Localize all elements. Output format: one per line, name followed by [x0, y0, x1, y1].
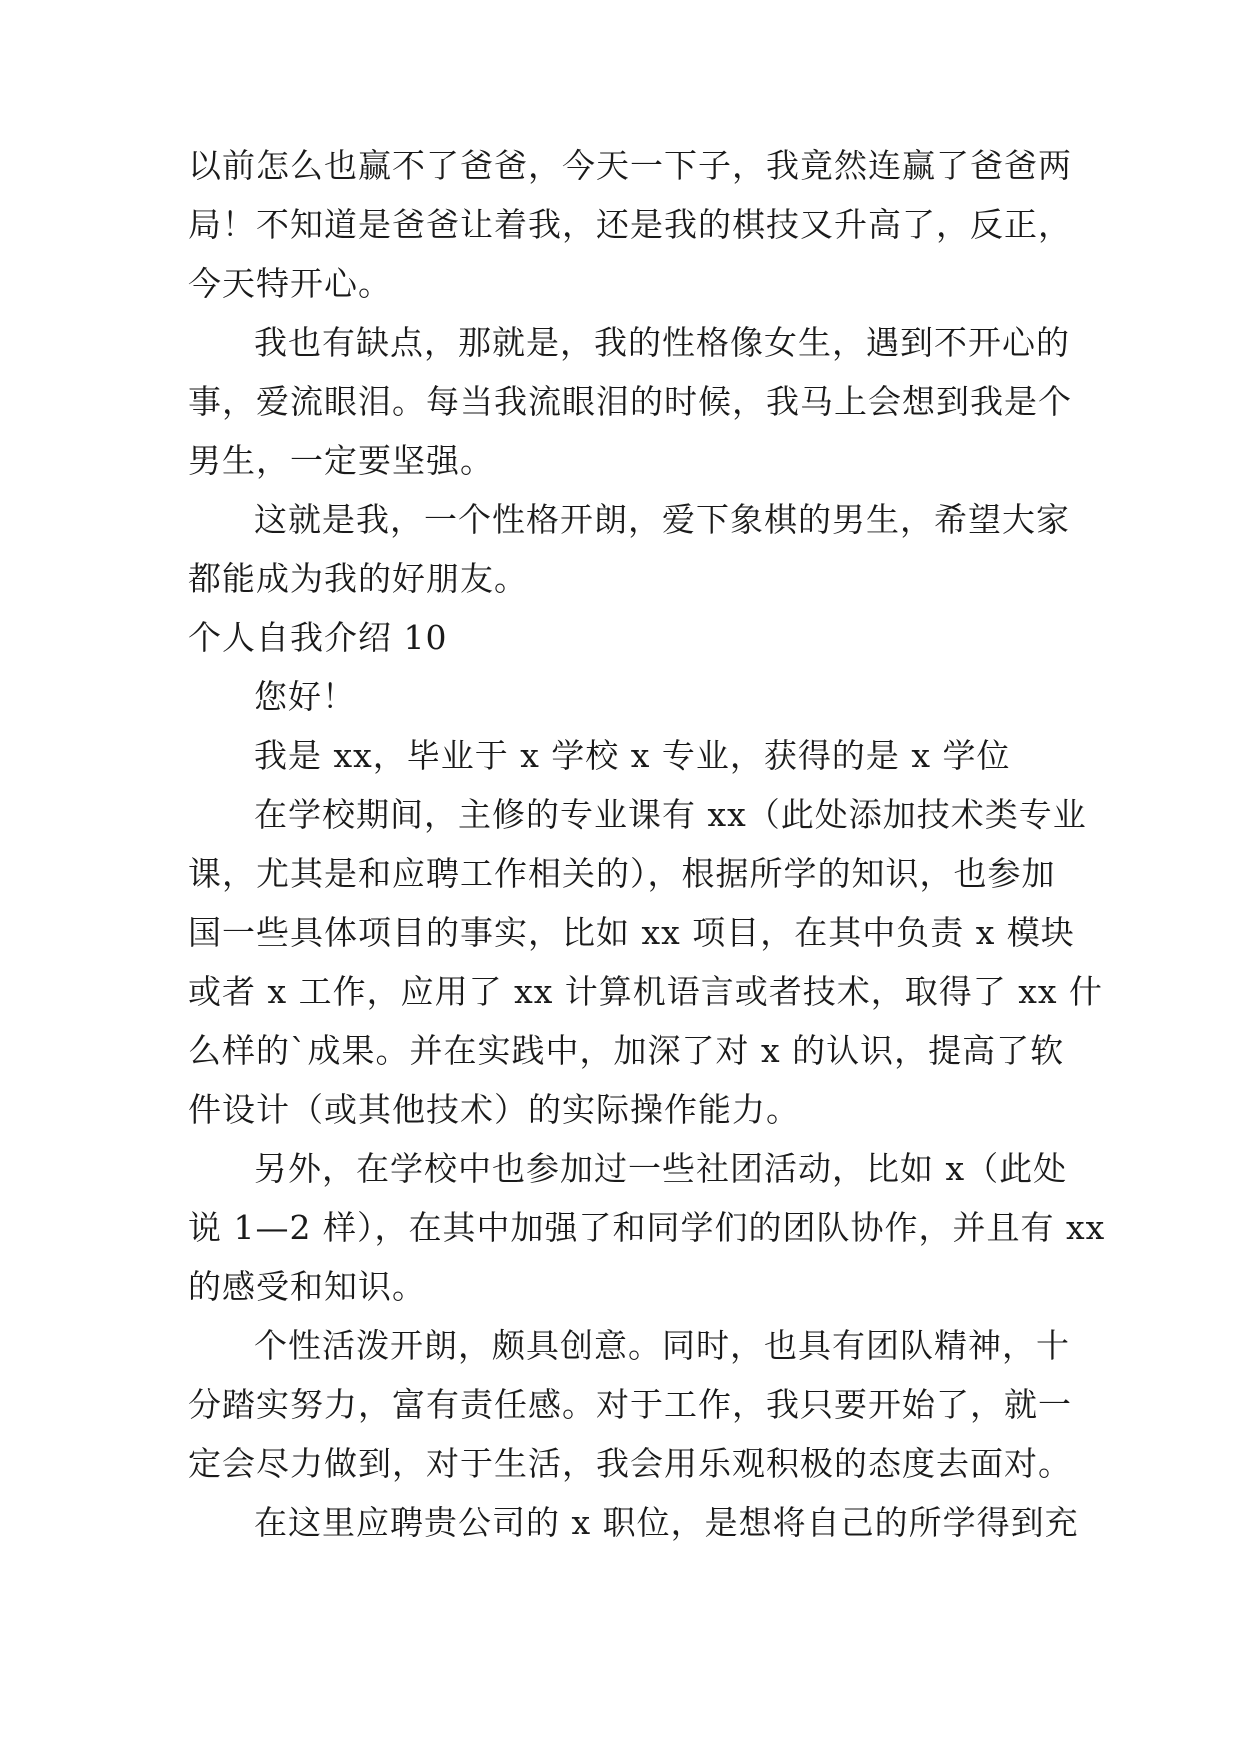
text-line: 个性活泼开朗，颇具创意。同时，也具有团队精神，十: [254, 1326, 1070, 1365]
text-line: 局！不知道是爸爸让着我，还是我的棋技又升高了，反正，: [188, 205, 1072, 244]
text-line: 今天特开心。: [188, 264, 392, 303]
text-line: 在这里应聘贵公司的 x 职位，是想将自己的所学得到充: [254, 1503, 1079, 1542]
text-line: 我是 xx，毕业于 x 学校 x 专业，获得的是 x 学位: [254, 736, 1011, 775]
text-line: 您好！: [254, 677, 356, 716]
text-line: 的感受和知识。: [188, 1267, 426, 1306]
text-line: 件设计（或其他技术）的实际操作能力。: [188, 1090, 800, 1129]
text-line: 另外，在学校中也参加过一些社团活动，比如 x（此处: [254, 1149, 1068, 1188]
text-line: 么样的`成果。并在实践中，加深了对 x 的认识，提高了软: [188, 1031, 1065, 1070]
text-line: 这就是我，一个性格开朗，爱下象棋的男生，希望大家: [254, 500, 1070, 539]
text-line: 定会尽力做到，对于生活，我会用乐观积极的态度去面对。: [188, 1444, 1072, 1483]
text-line: 都能成为我的好朋友。: [188, 559, 528, 598]
text-line: 或者 x 工作，应用了 xx 计算机语言或者技术，取得了 xx 什: [188, 972, 1103, 1011]
section-heading: 个人自我介绍 10: [188, 618, 448, 657]
text-line: 事，爱流眼泪。每当我流眼泪的时候，我马上会想到我是个: [188, 382, 1072, 421]
text-line: 我也有缺点，那就是，我的性格像女生，遇到不开心的: [254, 323, 1070, 362]
text-line: 课，尤其是和应聘工作相关的），根据所学的知识，也参加: [188, 854, 1056, 893]
document-body: [188, 136, 1106, 1552]
text-line: 男生，一定要坚强。: [188, 441, 494, 480]
text-line: 说 1—2 样），在其中加强了和同学们的团队协作，并且有 xx: [188, 1208, 1106, 1247]
text-line: 分踏实努力，富有责任感。对于工作，我只要开始了，就一: [188, 1385, 1072, 1424]
text-line: 国一些具体项目的事实，比如 xx 项目，在其中负责 x 模块: [188, 913, 1075, 952]
text-line: 在学校期间，主修的专业课有 xx（此处添加技术类专业: [254, 795, 1087, 834]
text-line: 以前怎么也赢不了爸爸，今天一下子，我竟然连赢了爸爸两: [188, 146, 1072, 185]
